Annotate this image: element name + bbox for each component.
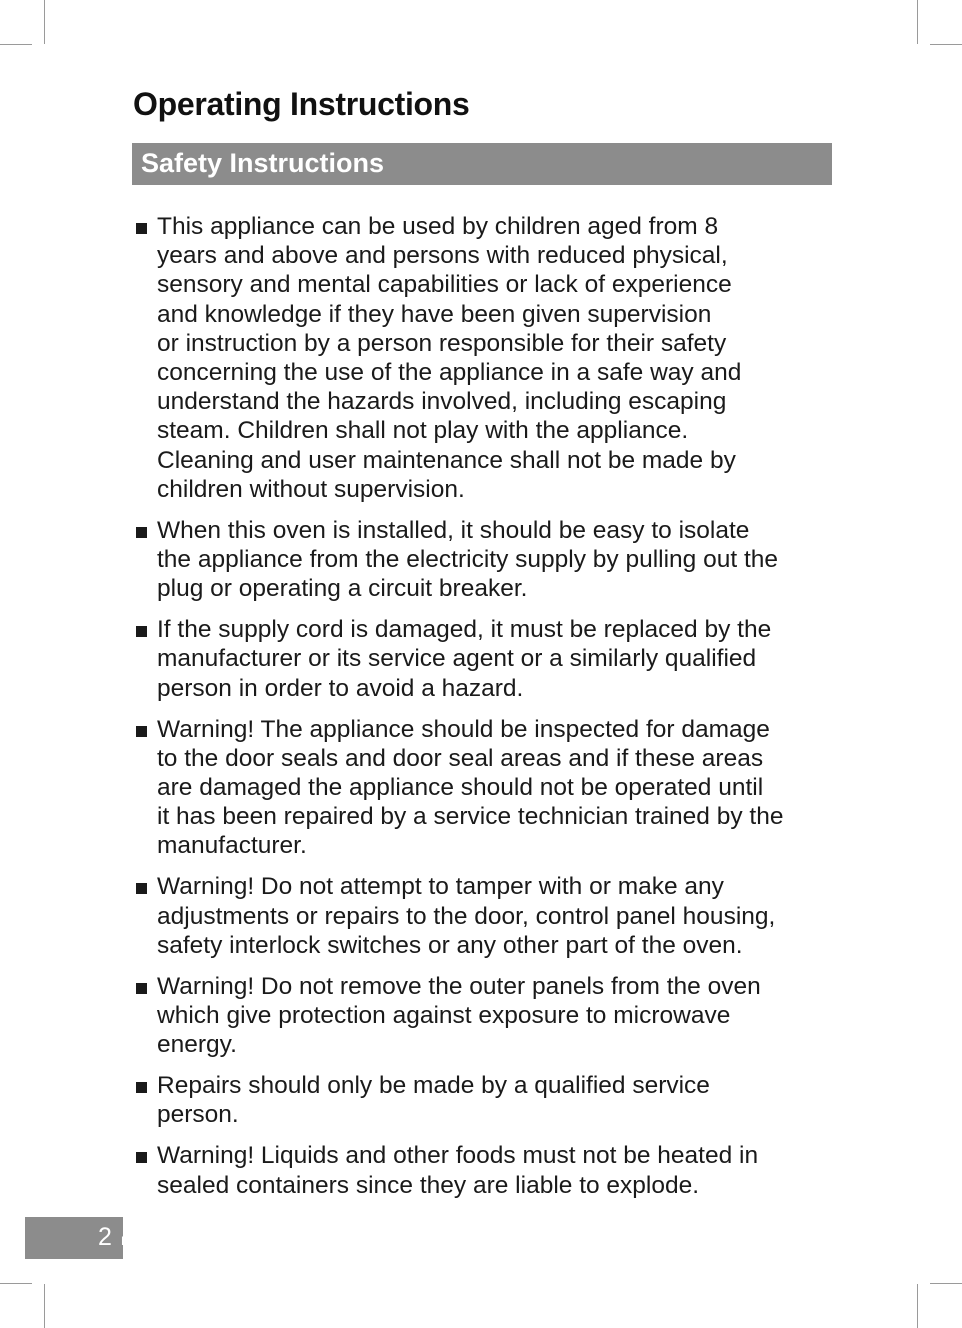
square-bullet-icon [136, 1152, 147, 1163]
square-bullet-icon [136, 223, 147, 234]
list-item [135, 615, 835, 703]
crop-mark [0, 1283, 32, 1284]
list-item [135, 872, 835, 960]
crop-mark [917, 1284, 918, 1328]
page-number-tab [25, 1217, 138, 1259]
page-title: Operating Instructions [133, 86, 470, 122]
list-item [135, 715, 835, 861]
list-item-text: If the supply cord is damaged, it must be replaced by the manufacturer or its service agent or a similarly qualified person in order to avoid a hazard. [157, 616, 772, 702]
crop-mark [930, 1283, 962, 1284]
list-item [135, 212, 835, 504]
square-bullet-icon [136, 883, 147, 894]
list-item-text: Warning! Liquids and other foods must not be heated in sealed containers since they are liable to explode. [157, 1142, 759, 1199]
list-item-text: Repairs should only be made by a qualified service person. [157, 1072, 710, 1129]
list-item-text: Warning! Do not remove the outer panels from the oven which give protection against exposure to microwave energy. [157, 972, 761, 1059]
square-bullet-icon [136, 983, 147, 994]
language-code: EN [121, 1234, 138, 1248]
square-bullet-icon [136, 1082, 147, 1093]
square-bullet-icon [136, 626, 147, 637]
list-item-text: Warning! The appliance should be inspected for damage to the door seals and door seal areas and if these areas are damaged the appliance should not be operated until it has been repaired by a service technician trained by the manufacturer. [157, 715, 784, 860]
list-item [135, 1071, 835, 1129]
list-item-text: When this oven is installed, it should be easy to isolate the appliance from the electricity supply by pulling out the plug or operating a circuit breaker. [157, 516, 779, 603]
crop-mark [0, 44, 32, 45]
section-header [132, 143, 832, 185]
list-item-text: This appliance can be used by children aged from 8 years and above and persons with reduced physical, sensory and mental capabilities or lack of experience and knowledge if they have been given supervision or instruction by a person responsible for their safety concerning the use of the appliance in a safe way and understand the hazards involved, including escaping steam. Children shall not play with the appliance. Cleaning and user maintenance shall not be made by children without supervision. [157, 213, 742, 503]
square-bullet-icon [136, 527, 147, 538]
square-bullet-icon [136, 726, 147, 737]
crop-mark [930, 44, 962, 45]
list-item [135, 972, 835, 1060]
crop-mark [917, 0, 918, 44]
crop-mark [44, 0, 45, 44]
crop-mark [44, 1284, 45, 1328]
list-item [135, 516, 835, 604]
section-title: Safety Instructions [141, 148, 385, 178]
page-number: 2 [98, 1223, 112, 1251]
list-item-text: Warning! Do not attempt to tamper with or make any adjustments or repairs to the door, control panel housing, safety interlock switches or any other part of the oven. [157, 873, 776, 959]
safety-list [135, 212, 835, 1212]
list-item [135, 1141, 835, 1199]
